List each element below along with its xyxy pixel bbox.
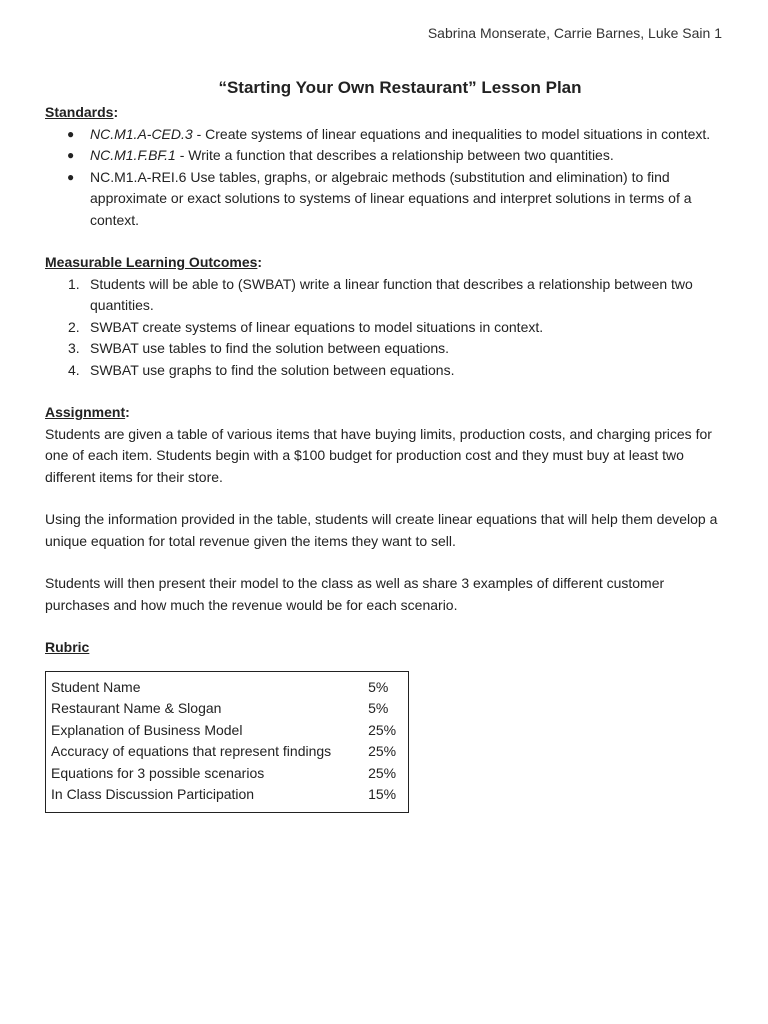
rubric-criterion: In Class Discussion Participation [51,786,255,802]
standard-item [45,124,725,146]
rubric-weight: 5% [368,678,389,695]
rubric-criterion: Restaurant Name & Slogan [51,700,222,716]
rubric-row [51,763,408,785]
outcome-number: 1. [68,275,80,292]
rubric-weight: 25% [368,764,397,781]
page-header-authors: Sabrina Monserate, Carrie Barnes, Luke Sain 1 [427,25,722,41]
outcome-text: SWBAT use tables to find the solution between equations. [90,340,450,356]
standards-heading-label: Standards [45,104,114,120]
standard-item [45,167,725,232]
rubric-criterion: Student Name [51,678,141,695]
standards-heading: Standards: [45,104,119,120]
assignment-paragraph-1: Students are given a table of various items that have buying limits, production costs, and charging prices for one of each item. Students begin with a $100 budget for production cost and they must buy at least two different items for their store. [45,425,712,485]
assignment-heading: Assignment: [45,404,130,420]
rubric-weight: 25% [368,721,397,738]
outcome-text: SWBAT use graphs to find the solution between equations. [90,361,455,378]
rubric-heading-label: Rubric [45,639,90,655]
standard-item [45,145,725,167]
standard-code: NC.M1.F.BF.1 [90,147,176,163]
bullet-icon: ● [67,148,75,162]
rubric-criterion: Explanation of Business Model [51,721,243,738]
rubric-heading [45,637,725,659]
rubric-criterion: Accuracy of equations that represent findings [51,743,332,759]
rubric-weight: 25% [368,743,397,759]
rubric-weight: 15% [368,786,397,802]
outcomes-list [45,274,725,382]
rubric-criterion: Equations for 3 possible scenarios [51,764,265,781]
outcome-text: SWBAT create systems of linear equations to model situations in context. [90,318,544,335]
standard-code: NC.M1.A-CED.3 [90,125,193,142]
rubric-row [51,784,408,806]
standard-text: NC.M1.A-REI.6 Use tables, graphs, or algebraic methods (substitution and elimination) to find approximate or exact solutions to systems of linear equations and interpret solutions in terms of a context. [90,168,692,228]
outcome-item [45,317,725,339]
assignment-heading-label: Assignment [45,404,126,420]
outcome-number: 3. [68,340,80,356]
rubric-row [51,741,408,763]
bullet-icon: ● [67,169,75,184]
rubric-row [51,720,408,742]
rubric-row [51,698,408,720]
rubric-table [45,671,409,813]
rubric-weight: 5% [368,700,389,716]
outcome-text: Students will be able to (SWBAT) write a linear function that describes a relationship between two quantities. [90,275,693,313]
outcome-number: 4. [68,361,80,378]
standard-text: - Create systems of linear equations and inequalities to model situations in context. [192,125,711,142]
standard-text: - Write a function that describes a relationship between two quantities. [175,147,614,163]
lesson-plan-document [45,76,725,813]
assignment-paragraph-2: Using the information provided in the table, students will create linear equations that will help them develop a unique equation for total revenue given the items they want to sell. [45,511,718,549]
bullet-icon: ● [67,126,75,141]
outcomes-heading-label: Measurable Learning Outcomes [45,254,258,270]
outcome-number: 2. [68,318,80,335]
rubric-row [51,677,408,699]
standards-list [45,124,725,232]
assignment-paragraph-3: Students will then present their model to the class as well as share 3 examples of different customer purchases and how much the revenue would be for each scenario. [45,575,665,613]
outcomes-heading: Measurable Learning Outcomes: [45,254,263,270]
document-title: “Starting Your Own Restaurant” Lesson Plan [218,78,582,97]
outcome-item [45,338,725,360]
outcome-item [45,360,725,382]
outcome-item [45,274,725,317]
